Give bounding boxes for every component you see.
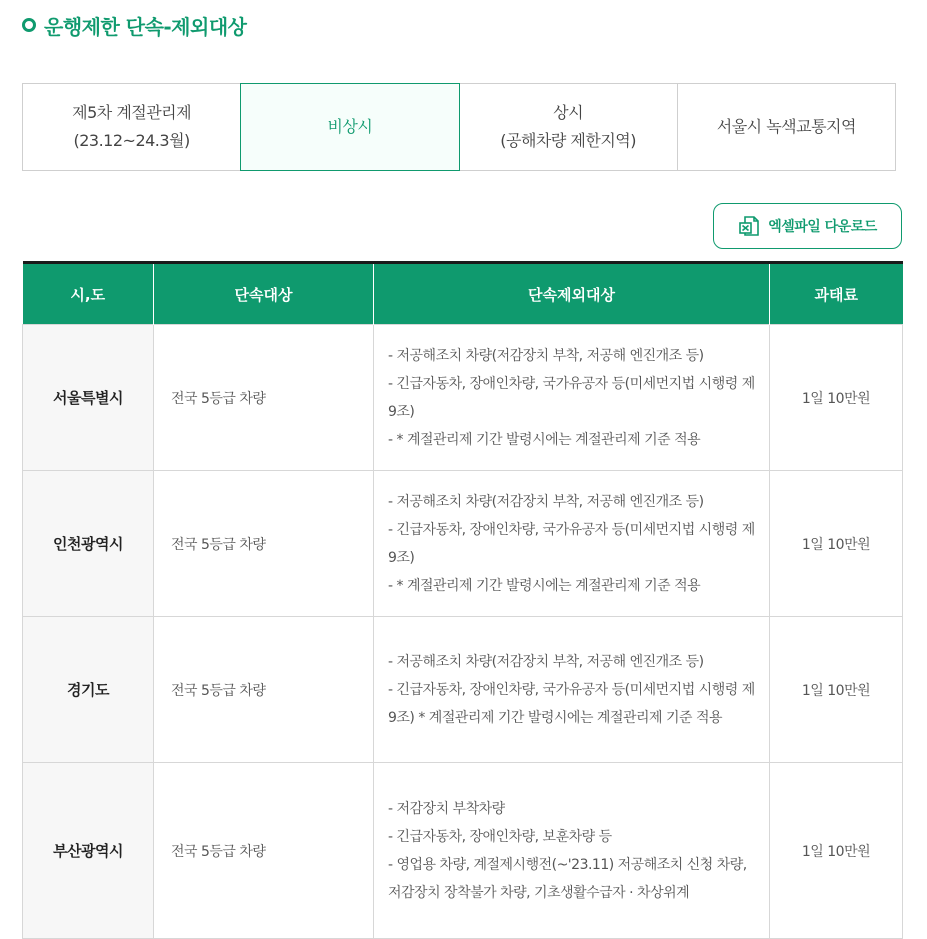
- tab-seasonal-management[interactable]: [23, 84, 241, 170]
- exempt-item: - 긴급자동차, 장애인차량, 국가유공자 등(미세먼지법 시행령 제9조): [388, 521, 755, 566]
- exempt-cell: [374, 471, 770, 617]
- tab-label: 비상시: [327, 117, 373, 136]
- target-cell: 전국 5등급 차량: [154, 763, 374, 939]
- table-row: [23, 617, 903, 763]
- section-title-text: 운행제한 단속-제외대상: [44, 14, 247, 39]
- tab-emergency[interactable]: [240, 83, 459, 171]
- table-row: [23, 471, 903, 617]
- column-header-fine: 과태료: [770, 263, 903, 325]
- tab-always[interactable]: [460, 84, 678, 170]
- tab-sublabel: (23.12~24.3월): [73, 131, 190, 150]
- exempt-item: - 긴급자동차, 장애인차량, 국가유공자 등(미세먼지법 시행령 제9조) * 계절관리제 기간 발령시에는 계절관리제 기준 적용: [388, 681, 755, 726]
- exempt-item: - * 계절관리제 기간 발령시에는 계절관리제 기준 적용: [388, 431, 701, 448]
- region-cell: 인천광역시: [23, 471, 154, 617]
- title-bullet-icon: [22, 18, 36, 32]
- excel-download-button[interactable]: [713, 203, 902, 249]
- fine-cell: 1일 10만원: [770, 763, 903, 939]
- exempt-cell: [374, 325, 770, 471]
- exempt-item: - 저공해조치 차량(저감장치 부착, 저공해 엔진개조 등): [388, 347, 704, 364]
- exempt-item: - 긴급자동차, 장애인차량, 보훈차량 등: [388, 828, 612, 845]
- enforcement-exemption-table: [22, 261, 903, 939]
- exempt-cell: [374, 617, 770, 763]
- tab-label: 서울시 녹색교통지역: [716, 117, 856, 136]
- target-cell: 전국 5등급 차량: [154, 325, 374, 471]
- region-cell: 경기도: [23, 617, 154, 763]
- fine-cell: 1일 10만원: [770, 617, 903, 763]
- exempt-item: - 긴급자동차, 장애인차량, 국가유공자 등(미세먼지법 시행령 제9조): [388, 375, 755, 420]
- region-cell: 서울특별시: [23, 325, 154, 471]
- exempt-item: - 저감장치 부착차량: [388, 800, 505, 817]
- fine-cell: 1일 10만원: [770, 471, 903, 617]
- table-header-row: [23, 263, 903, 325]
- exempt-cell: [374, 763, 770, 939]
- table-row: [23, 763, 903, 939]
- fine-cell: 1일 10만원: [770, 325, 903, 471]
- section-title: [22, 10, 246, 40]
- tab-label: 제5차 계절관리제: [72, 103, 192, 122]
- target-cell: 전국 5등급 차량: [154, 617, 374, 763]
- target-cell: 전국 5등급 차량: [154, 471, 374, 617]
- column-header-region: 시,도: [23, 263, 154, 325]
- table-row: [23, 325, 903, 471]
- exempt-item: - 저공해조치 차량(저감장치 부착, 저공해 엔진개조 등): [388, 493, 704, 510]
- column-header-target: 단속대상: [154, 263, 374, 325]
- excel-file-icon: [738, 215, 760, 237]
- tab-label: 상시: [553, 103, 584, 122]
- exempt-item: - 저공해조치 차량(저감장치 부착, 저공해 엔진개조 등): [388, 653, 704, 670]
- tab-seoul-green-zone[interactable]: [678, 84, 895, 170]
- column-header-exempt: 단속제외대상: [374, 263, 770, 325]
- excel-download-label: 엑셀파일 다운로드: [768, 219, 877, 235]
- exempt-item: - 영업용 차량, 계절제시행전(~'23.11) 저공해조치 신청 차량, 저감장치 장착불가 차량, 기초생활수급자 · 차상위계: [388, 856, 747, 901]
- exempt-item: - * 계절관리제 기간 발령시에는 계절관리제 기준 적용: [388, 577, 701, 594]
- tab-bar: [22, 83, 896, 171]
- region-cell: 부산광역시: [23, 763, 154, 939]
- tab-sublabel: (공해차량 제한지역): [500, 131, 636, 150]
